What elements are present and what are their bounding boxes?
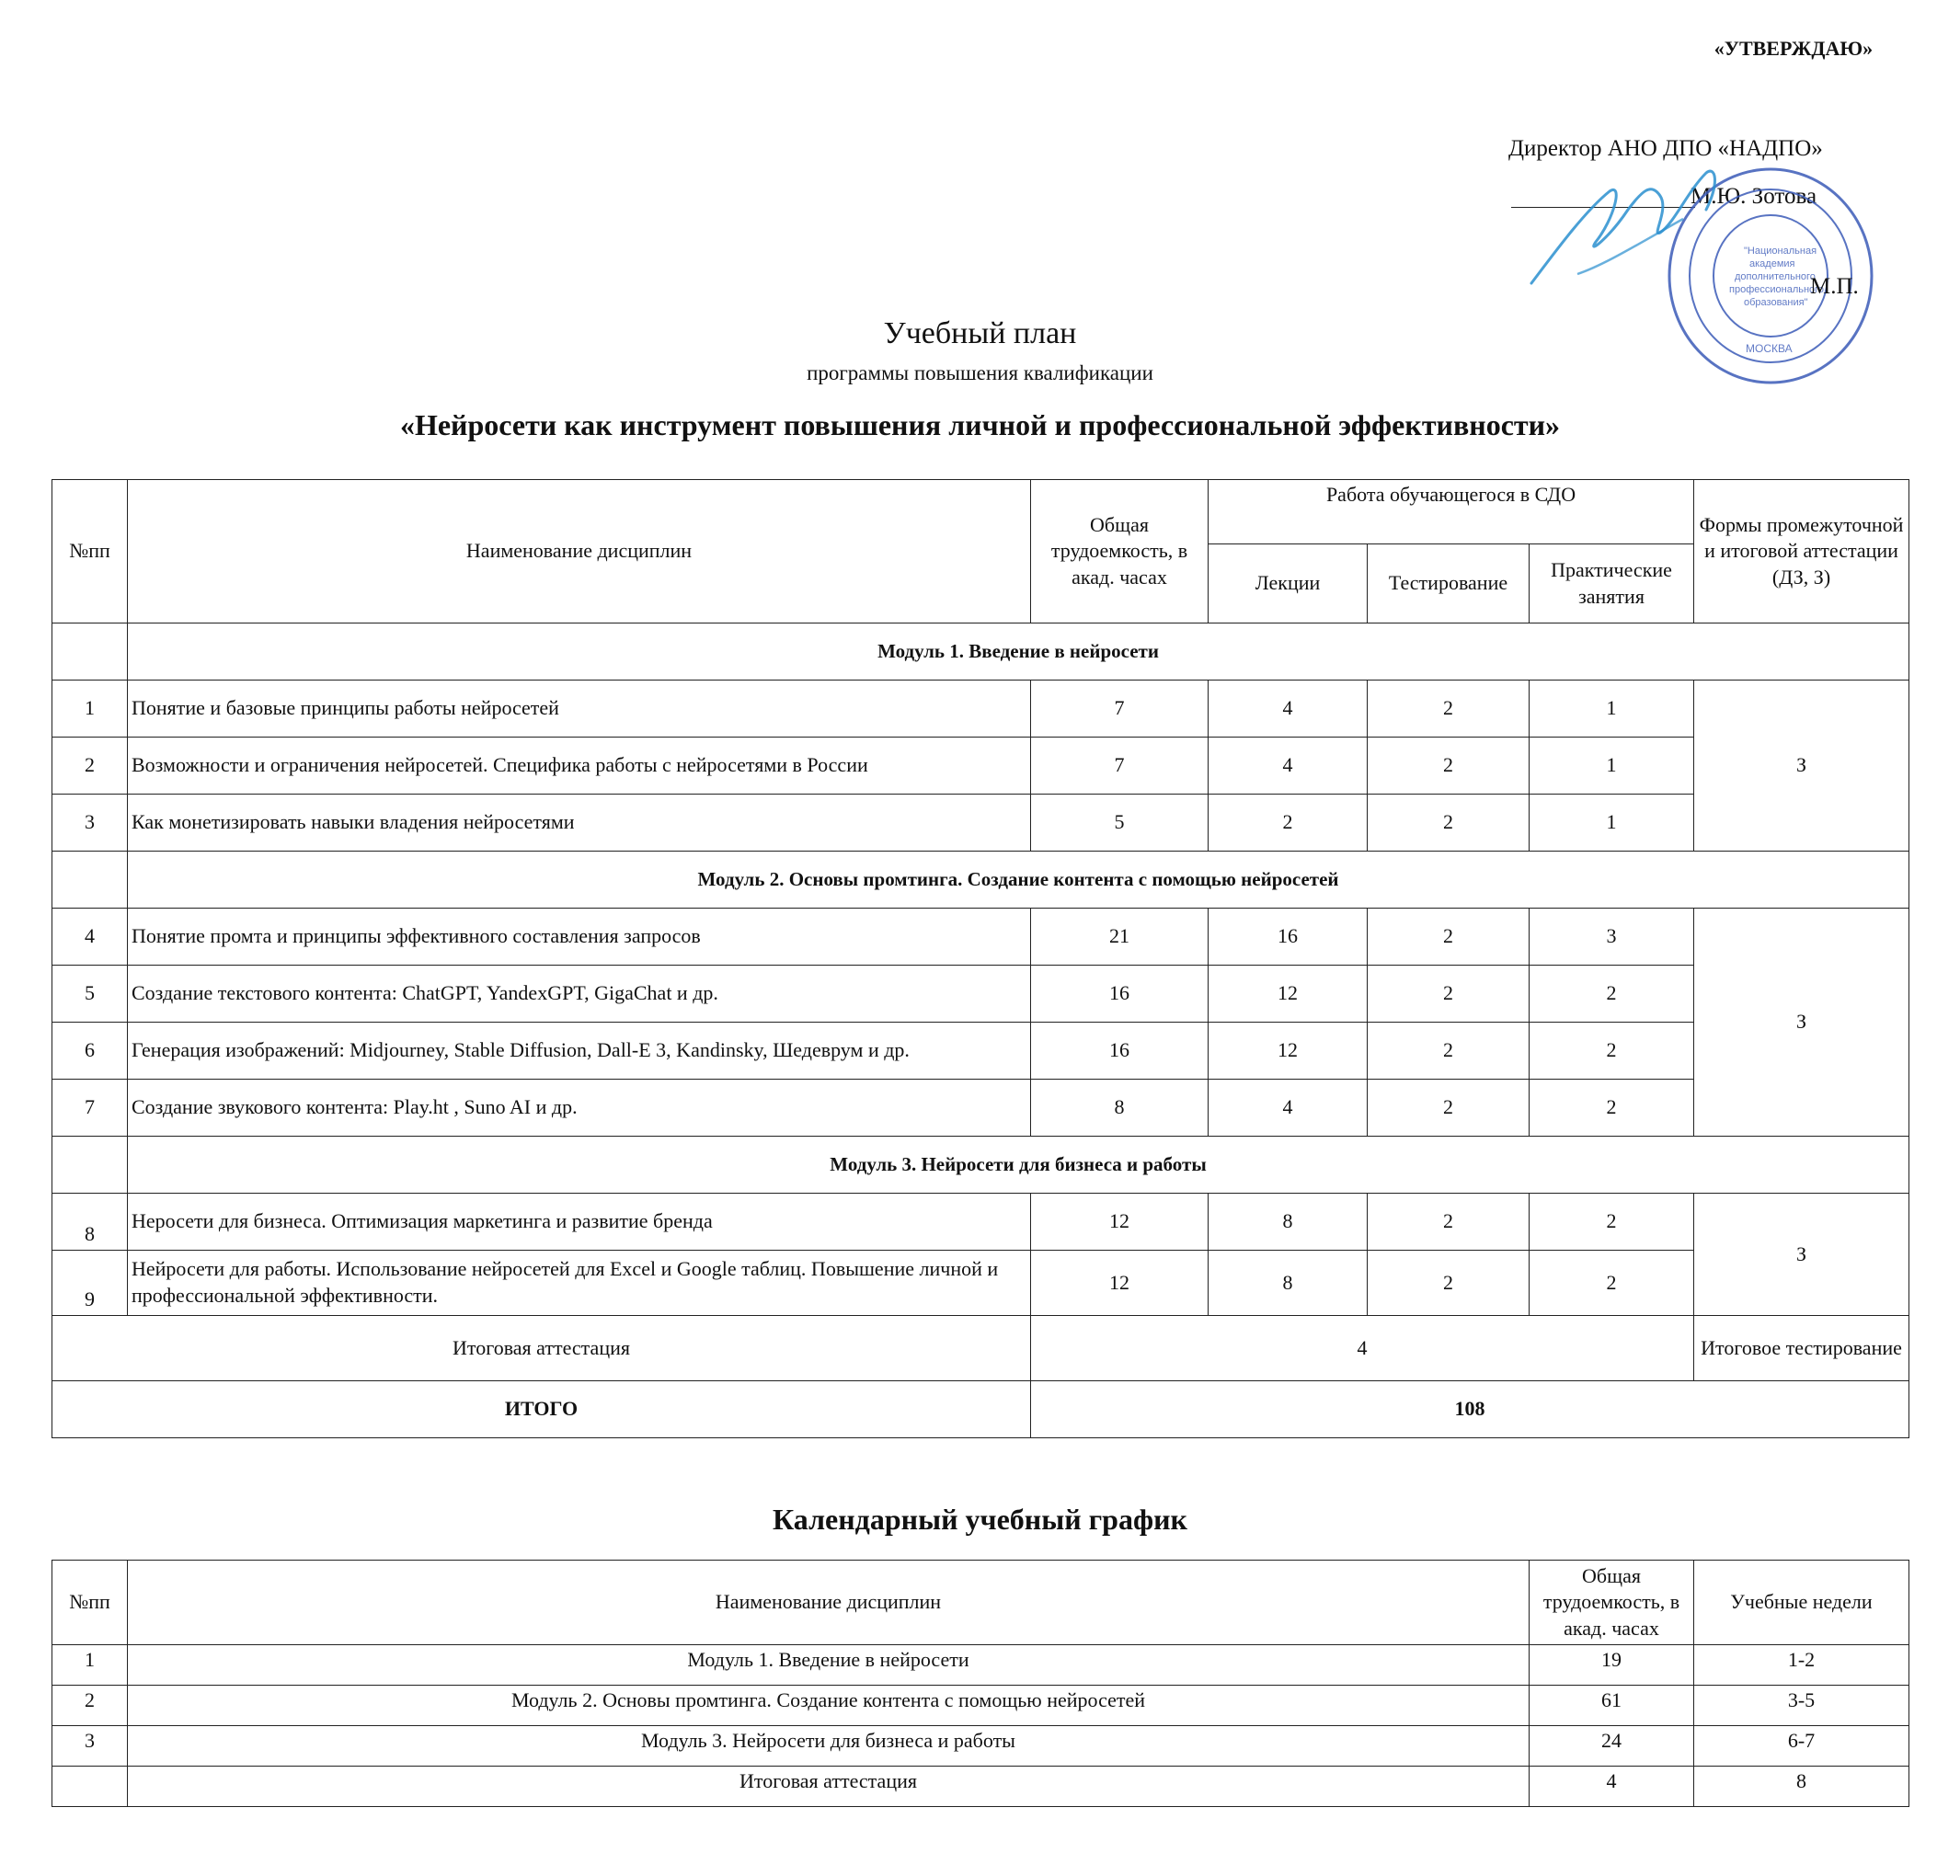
- table-row: [52, 1767, 1909, 1807]
- row-num: 7: [52, 1080, 128, 1137]
- header-practice: Практические занятия: [1530, 544, 1694, 623]
- svg-text:образования": образования": [1744, 297, 1808, 308]
- row-name: Неросети для бизнеса. Оптимизация маркетинга и развитие бренда: [128, 1194, 1031, 1251]
- handwritten-signature-icon: [1522, 154, 1734, 292]
- table-row: [52, 1686, 1909, 1726]
- final-attestation-form: Итоговое тестирование: [1694, 1316, 1909, 1381]
- row-total: 16: [1031, 966, 1209, 1023]
- calendar-header-total-hours: Общая трудоемкость, в акад. часах: [1530, 1561, 1694, 1645]
- header-work-group: Работа обучающегося в СДО: [1209, 480, 1694, 544]
- row-total: 12: [1031, 1251, 1209, 1316]
- module-num-cell: [52, 1137, 128, 1194]
- row-num: 3: [52, 795, 128, 852]
- calendar-name: Модуль 2. Основы промтинга. Создание контента с помощью нейросетей: [128, 1686, 1530, 1726]
- row-num: 2: [52, 738, 128, 795]
- calendar-weeks: 1-2: [1694, 1645, 1909, 1686]
- row-lectures: 4: [1209, 1080, 1368, 1137]
- row-testing: 2: [1368, 795, 1530, 852]
- row-name: Понятие промта и принципы эффективного составления запросов: [128, 909, 1031, 966]
- row-lectures: 12: [1209, 1023, 1368, 1080]
- module-form: З: [1694, 909, 1909, 1137]
- final-attestation-label: Итоговая аттестация: [52, 1316, 1031, 1381]
- row-lectures: 4: [1209, 738, 1368, 795]
- calendar-header-num: №пп: [52, 1561, 128, 1645]
- svg-text:дополнительного: дополнительного: [1735, 271, 1816, 282]
- row-name: Создание звукового контента: Play.ht , Suno AI и др.: [128, 1080, 1031, 1137]
- calendar-num: 3: [52, 1726, 128, 1767]
- row-name: Создание текстового контента: ChatGPT, YandexGPT, GigaChat и др.: [128, 966, 1031, 1023]
- row-lectures: 8: [1209, 1194, 1368, 1251]
- table-row: [52, 909, 1909, 966]
- calendar-name: Итоговая аттестация: [128, 1767, 1530, 1807]
- row-total: 16: [1031, 1023, 1209, 1080]
- calendar-name: Модуль 1. Введение в нейросети: [128, 1645, 1530, 1686]
- row-num: 6: [52, 1023, 128, 1080]
- module-title: Модуль 1. Введение в нейросети: [128, 623, 1909, 681]
- row-lectures: 4: [1209, 681, 1368, 738]
- table-row: [52, 1080, 1909, 1137]
- calendar-title: Календарный учебный график: [773, 1503, 1187, 1536]
- row-testing: 2: [1368, 681, 1530, 738]
- module-num-cell: [52, 852, 128, 909]
- table-row: [52, 1194, 1909, 1251]
- calendar-hours: 24: [1530, 1726, 1694, 1767]
- final-attestation-row: [52, 1316, 1909, 1381]
- row-testing: 2: [1368, 1080, 1530, 1137]
- row-name: Генерация изображений: Midjourney, Stable Diffusion, Dall-E 3, Kandinsky, Шедеврум и др.: [128, 1023, 1031, 1080]
- table-row: [52, 738, 1909, 795]
- table-row: [52, 795, 1909, 852]
- row-total: 21: [1031, 909, 1209, 966]
- director-title: Директор АНО ДПО «НАДПО»: [1508, 136, 1823, 161]
- row-total: 5: [1031, 795, 1209, 852]
- header-testing: Тестирование: [1368, 544, 1530, 623]
- curriculum-table: [52, 479, 1909, 1438]
- calendar-name: Модуль 3. Нейросети для бизнеса и работы: [128, 1726, 1530, 1767]
- row-practice: 2: [1530, 966, 1694, 1023]
- svg-text:"Национальная: "Национальная: [1744, 246, 1817, 257]
- document-subtitle: программы повышения квалификации: [807, 361, 1153, 384]
- row-num: 1: [52, 681, 128, 738]
- row-num: 4: [52, 909, 128, 966]
- calendar-hours: 61: [1530, 1686, 1694, 1726]
- header-num: №пп: [52, 480, 128, 623]
- row-practice: 1: [1530, 681, 1694, 738]
- total-hours: 108: [1031, 1381, 1909, 1438]
- row-lectures: 2: [1209, 795, 1368, 852]
- final-attestation-hours: 4: [1031, 1316, 1694, 1381]
- table-row: [52, 1251, 1909, 1316]
- calendar-weeks: 6-7: [1694, 1726, 1909, 1767]
- row-practice: 2: [1530, 1023, 1694, 1080]
- header-total-hours: Общая трудоемкость, в акад. часах: [1031, 480, 1209, 623]
- calendar-weeks: 3-5: [1694, 1686, 1909, 1726]
- row-total: 7: [1031, 681, 1209, 738]
- module-num-cell: [52, 623, 128, 681]
- table-row: [52, 1023, 1909, 1080]
- row-practice: 3: [1530, 909, 1694, 966]
- row-testing: 2: [1368, 909, 1530, 966]
- row-total: 12: [1031, 1194, 1209, 1251]
- row-total: 8: [1031, 1080, 1209, 1137]
- row-name: Понятие и базовые принципы работы нейросетей: [128, 681, 1031, 738]
- module-form: З: [1694, 681, 1909, 852]
- calendar-num: [52, 1767, 128, 1807]
- calendar-header-name: Наименование дисциплин: [128, 1561, 1530, 1645]
- row-testing: 2: [1368, 738, 1530, 795]
- calendar-num: 2: [52, 1686, 128, 1726]
- svg-text:МОСКВА: МОСКВА: [1746, 342, 1793, 355]
- table-row: [52, 1726, 1909, 1767]
- calendar-num: 1: [52, 1645, 128, 1686]
- row-practice: 2: [1530, 1251, 1694, 1316]
- row-name: Как монетизировать навыки владения нейросетями: [128, 795, 1031, 852]
- row-practice: 1: [1530, 738, 1694, 795]
- program-name: «Нейросети как инструмент повышения личной и профессиональной эффективности»: [399, 408, 1561, 441]
- row-practice: 2: [1530, 1080, 1694, 1137]
- svg-text:профессионального: профессионального: [1729, 284, 1825, 295]
- module-form: З: [1694, 1194, 1909, 1316]
- total-row: [52, 1381, 1909, 1438]
- svg-text:академия: академия: [1749, 258, 1795, 269]
- seal-mark: М.П.: [1810, 274, 1859, 299]
- module-title: Модуль 3. Нейросети для бизнеса и работы: [128, 1137, 1909, 1194]
- row-num: 8: [52, 1194, 128, 1251]
- row-practice: 1: [1530, 795, 1694, 852]
- row-lectures: 16: [1209, 909, 1368, 966]
- header-name: Наименование дисциплин: [128, 480, 1031, 623]
- table-row: [52, 1645, 1909, 1686]
- row-name: Возможности и ограничения нейросетей. Специфика работы с нейросетями в России: [128, 738, 1031, 795]
- director-name: М.Ю. Зотова: [1691, 184, 1817, 209]
- row-testing: 2: [1368, 966, 1530, 1023]
- document-title: Учебный план: [883, 316, 1077, 350]
- calendar-table: [52, 1560, 1909, 1807]
- row-lectures: 8: [1209, 1251, 1368, 1316]
- row-num: 9: [52, 1251, 128, 1316]
- module-title: Модуль 2. Основы промтинга. Создание контента с помощью нейросетей: [128, 852, 1909, 909]
- table-row: [52, 966, 1909, 1023]
- calendar-hours: 19: [1530, 1645, 1694, 1686]
- row-num: 5: [52, 966, 128, 1023]
- row-total: 7: [1031, 738, 1209, 795]
- approval-label: «УТВЕРЖДАЮ»: [1714, 37, 1874, 60]
- table-row: [52, 681, 1909, 738]
- row-testing: 2: [1368, 1023, 1530, 1080]
- calendar-weeks: 8: [1694, 1767, 1909, 1807]
- row-testing: 2: [1368, 1251, 1530, 1316]
- row-practice: 2: [1530, 1194, 1694, 1251]
- row-testing: 2: [1368, 1194, 1530, 1251]
- row-lectures: 12: [1209, 966, 1368, 1023]
- header-attestation: Формы промежуточной и итоговой аттестации (ДЗ, З): [1694, 480, 1909, 623]
- calendar-header-weeks: Учебные недели: [1694, 1561, 1909, 1645]
- header-lectures: Лекции: [1209, 544, 1368, 623]
- calendar-hours: 4: [1530, 1767, 1694, 1807]
- row-name: Нейросети для работы. Использование нейросетей для Excel и Google таблиц. Повышение личной и профессиональной эффективности.: [128, 1251, 1031, 1316]
- total-label: ИТОГО: [52, 1381, 1031, 1438]
